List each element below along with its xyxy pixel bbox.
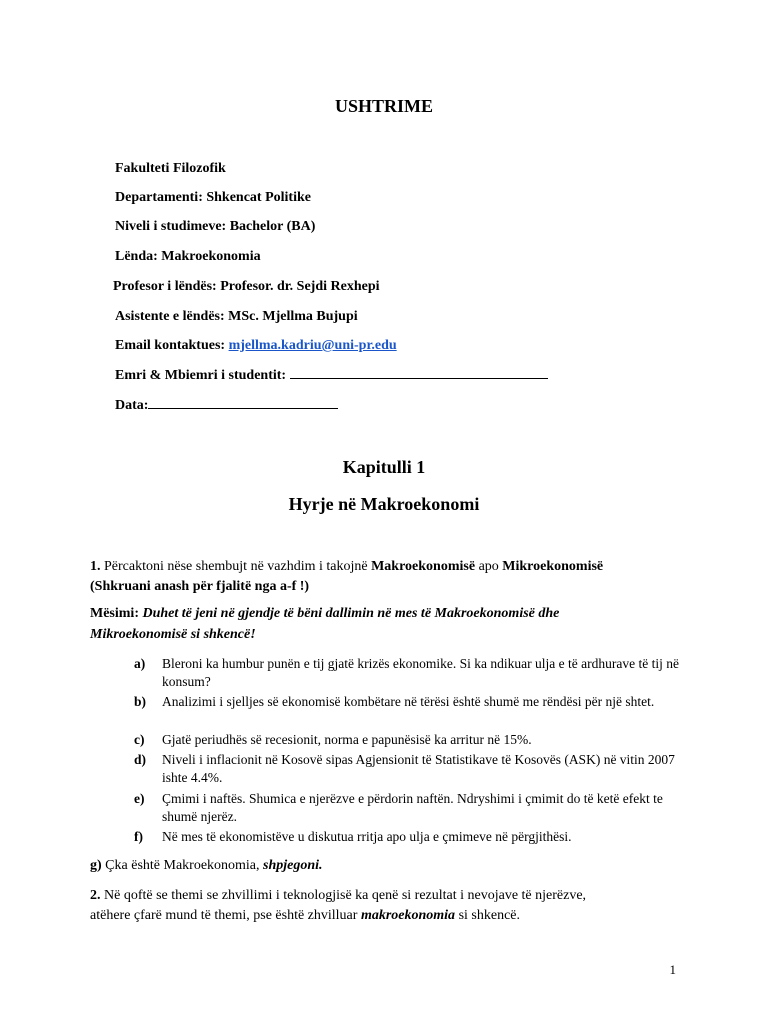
item-f-label: f) xyxy=(134,829,143,844)
document-title: USHTRIME xyxy=(334,96,433,116)
item-g-label: g) xyxy=(90,858,102,873)
lesson-line1 xyxy=(90,604,559,624)
department-line: Departamenti: Shkencat Politike xyxy=(115,190,311,205)
question-2-line2 xyxy=(90,906,520,926)
question-1-number: 1. xyxy=(90,559,101,574)
email-label: Email kontaktues: xyxy=(115,338,229,353)
item-b-text: Analizimi i sjelljes së ekonomisë kombëtare në tërësi është shumë me rëndësi për një shtet. xyxy=(162,694,655,709)
item-c-text: Gjatë periudhës së recesionit, norma e papunësisë ka arritur në 15%. xyxy=(162,732,532,747)
assistant-line: Asistente e lëndës: MSc. Mjellma Bujupi xyxy=(115,309,358,324)
item-g-text: Çka është Makroekonomia, xyxy=(101,858,264,873)
term-microeconomics: Mikroekonomisë xyxy=(502,559,604,574)
date-label: Data: xyxy=(115,398,149,413)
question-2-line1 xyxy=(90,886,586,906)
lesson-line2: Mikroekonomisë si shkencë! xyxy=(90,627,256,642)
date-line xyxy=(115,396,338,415)
item-c-label: c) xyxy=(134,732,145,747)
question-2-number: 2. xyxy=(90,888,101,903)
item-e-label: e) xyxy=(134,791,145,806)
question-1-or: apo xyxy=(475,559,503,574)
study-level-line: Niveli i studimeve: Bachelor (BA) xyxy=(115,219,316,234)
student-name-blank[interactable] xyxy=(290,366,548,379)
faculty-line: Fakulteti Filozofik xyxy=(115,161,226,176)
item-a-label: a) xyxy=(134,656,146,671)
student-name-line xyxy=(115,366,548,385)
question-1-text: Përcaktoni nëse shembujt në vazhdim i takojnë xyxy=(100,559,372,574)
subject-line: Lënda: Makroekonomia xyxy=(115,249,261,264)
page-number: 1 xyxy=(669,962,676,977)
item-b-label: b) xyxy=(134,694,147,709)
question-1-line1 xyxy=(90,557,603,577)
question-2-text-2a: atëhere çfarë mund të themi, pse është zhvilluar xyxy=(90,908,361,923)
professor-line: Profesor i lëndës: Profesor. dr. Sejdi Rexhepi xyxy=(113,279,380,294)
item-e-text: Çmimi i naftës. Shumica e njerëzve e përdorin naftën. Ndryshimi i çmimit do të ketë efekt te shumë njerëz. xyxy=(162,791,663,824)
question-2-text-2b: si shkencë. xyxy=(455,908,520,923)
item-g-line xyxy=(90,856,323,876)
term-macroeconomics: Makroekonomisë xyxy=(371,559,476,574)
lesson-label: Mësimi: xyxy=(90,606,139,621)
date-blank[interactable] xyxy=(148,396,338,409)
item-a-text: Bleroni ka humbur punën e tij gjatë krizës ekonomike. Si ka ndikuar ulja e të ardhurave të tij në konsum? xyxy=(162,656,679,689)
chapter-number: Kapitulli 1 xyxy=(342,457,426,477)
question-2-emphasis: makroekonomia xyxy=(360,908,456,923)
chapter-title: Hyrje në Makroekonomi xyxy=(288,494,480,514)
student-name-label: Emri & Mbiemri i studentit: xyxy=(115,368,290,383)
item-g-emphasis: shpjegoni. xyxy=(263,858,323,873)
email-line xyxy=(115,337,397,355)
item-f-text: Në mes të ekonomistëve u diskutua rritja apo ulja e çmimeve në përgjithësi. xyxy=(162,829,572,844)
email-link[interactable]: mjellma.kadriu@uni-pr.edu xyxy=(228,338,397,353)
question-1-instruction: (Shkruani anash për fjalitë nga a-f !) xyxy=(90,579,310,594)
question-2-text-1: Në qoftë se themi se zhvillimi i teknologjisë ka qenë si rezultat i nevojave të njerëzve, xyxy=(100,888,587,903)
item-d-label: d) xyxy=(134,752,147,767)
item-d-text: Niveli i inflacionit në Kosovë sipas Agjensionit të Statistikave të Kosovës (ASK) në vitin 2007 ishte 4.4%. xyxy=(162,752,675,785)
lesson-text-1: Duhet të jeni në gjendje të bëni dallimin në mes të Makroekonomisë dhe xyxy=(138,606,560,621)
